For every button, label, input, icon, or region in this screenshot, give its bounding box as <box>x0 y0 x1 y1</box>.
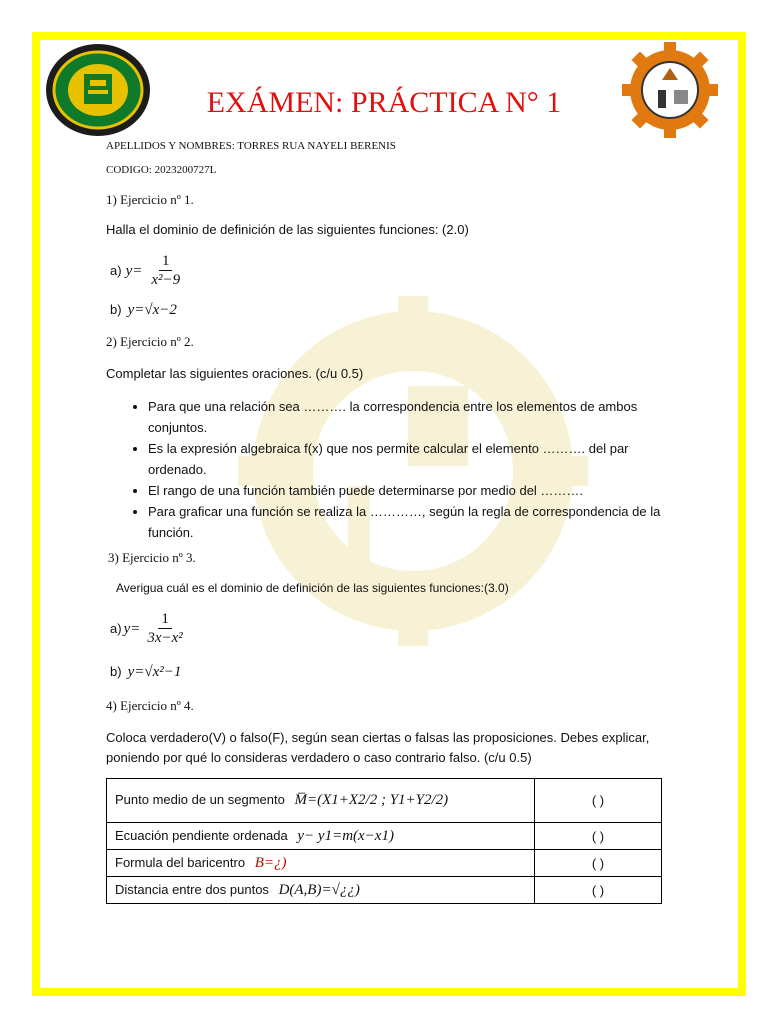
list-item: • Para graficar una función se realiza la …………, según la regla de correspondencia de la función. <box>148 501 688 543</box>
proposition-text: Formula del baricentro <box>115 854 246 870</box>
item-b-label: b) <box>110 664 122 679</box>
table-row <box>107 877 662 904</box>
item-b-label: b) <box>110 302 122 317</box>
formula-lhs: y= <box>123 620 141 637</box>
exercise-3-item-b <box>110 662 181 682</box>
true-false-table <box>106 778 662 904</box>
list-item: • Es la expresión algebraica f(x) que nos permite calcular el elemento ………. del par ordenado. <box>148 438 688 480</box>
exercise-2-list <box>128 396 688 543</box>
exercise-3-instruction: Averigua cuál es el dominio de definición de las siguientes funciones:(3.0) <box>116 581 509 595</box>
table-row <box>107 850 662 877</box>
exercise-3-item-a <box>110 610 188 647</box>
table-cell <box>107 779 535 823</box>
answer-blank[interactable]: ( ) <box>535 877 662 904</box>
table-cell <box>107 850 535 877</box>
fraction <box>148 252 183 289</box>
table-row <box>107 779 662 823</box>
proposition-text: Ecuación pendiente ordenada <box>115 827 288 843</box>
exercise-4-instruction: Coloca verdadero(V) o falso(F), según sean ciertas o falsas las proposiciones. Debes explicar, poniendo por qué lo consideras verdadero o caso contrario falso. (c/u 0.5) <box>106 730 650 765</box>
formula-lhs: y= <box>125 262 143 279</box>
table-row <box>107 823 662 850</box>
exercise-1-item-b <box>110 300 177 320</box>
item-a-label: a) <box>110 262 122 278</box>
formula: y=√x−2 <box>127 302 177 318</box>
fraction-numerator: 1 <box>159 252 173 271</box>
fraction <box>144 610 185 647</box>
exercise-1-instruction: Halla el dominio de definición de las siguientes funciones: (2.0) <box>106 222 469 237</box>
exercise-3-title: 3) Ejercicio nº 3. <box>108 550 196 565</box>
table-cell <box>107 823 535 850</box>
list-item: • Para que una relación sea ………. la correspondencia entre los elementos de ambos conjuntos. <box>148 396 688 438</box>
exercise-2-title: 2) Ejercicio nº 2. <box>106 334 194 349</box>
proposition-formula: M̅=(X1+X2/2 ; Y1+Y2/2) <box>294 792 449 808</box>
proposition-formula: y− y1=m(x−x1) <box>297 827 394 844</box>
student-name: APELLIDOS Y NOMBRES: TORRES RUA NAYELI BERENIS <box>106 140 396 152</box>
fraction-denominator: x²−9 <box>151 272 181 288</box>
fraction-numerator: 1 <box>158 610 172 629</box>
answer-blank[interactable]: ( ) <box>535 779 662 823</box>
answer-blank[interactable]: ( ) <box>535 823 662 850</box>
proposition-text: Distancia entre dos puntos <box>115 881 269 897</box>
exercise-4-title: 4) Ejercicio nº 4. <box>106 698 194 713</box>
proposition-text: Punto medio de un segmento <box>115 792 285 807</box>
page-title: EXÁMEN: PRÁCTICA N° 1 <box>206 86 562 119</box>
answer-blank[interactable]: ( ) <box>535 850 662 877</box>
exercise-1-item-a <box>110 252 185 289</box>
proposition-formula: D(A,B)=√¿¿) <box>278 881 360 898</box>
fraction-denominator: 3x−x² <box>147 630 183 646</box>
table-cell <box>107 877 535 904</box>
student-code: CODIGO: 2023200727L <box>106 164 217 176</box>
exercise-1-title: 1) Ejercicio nº 1. <box>106 192 194 207</box>
list-item: • El rango de una función también puede determinarse por medio del ………. <box>148 480 688 501</box>
proposition-formula: B=¿) <box>254 854 287 871</box>
formula: y=√x²−1 <box>127 664 182 680</box>
item-a-label: a) <box>110 620 122 636</box>
exercise-2-instruction: Completar las siguientes oraciones. (c/u 0.5) <box>106 366 364 381</box>
